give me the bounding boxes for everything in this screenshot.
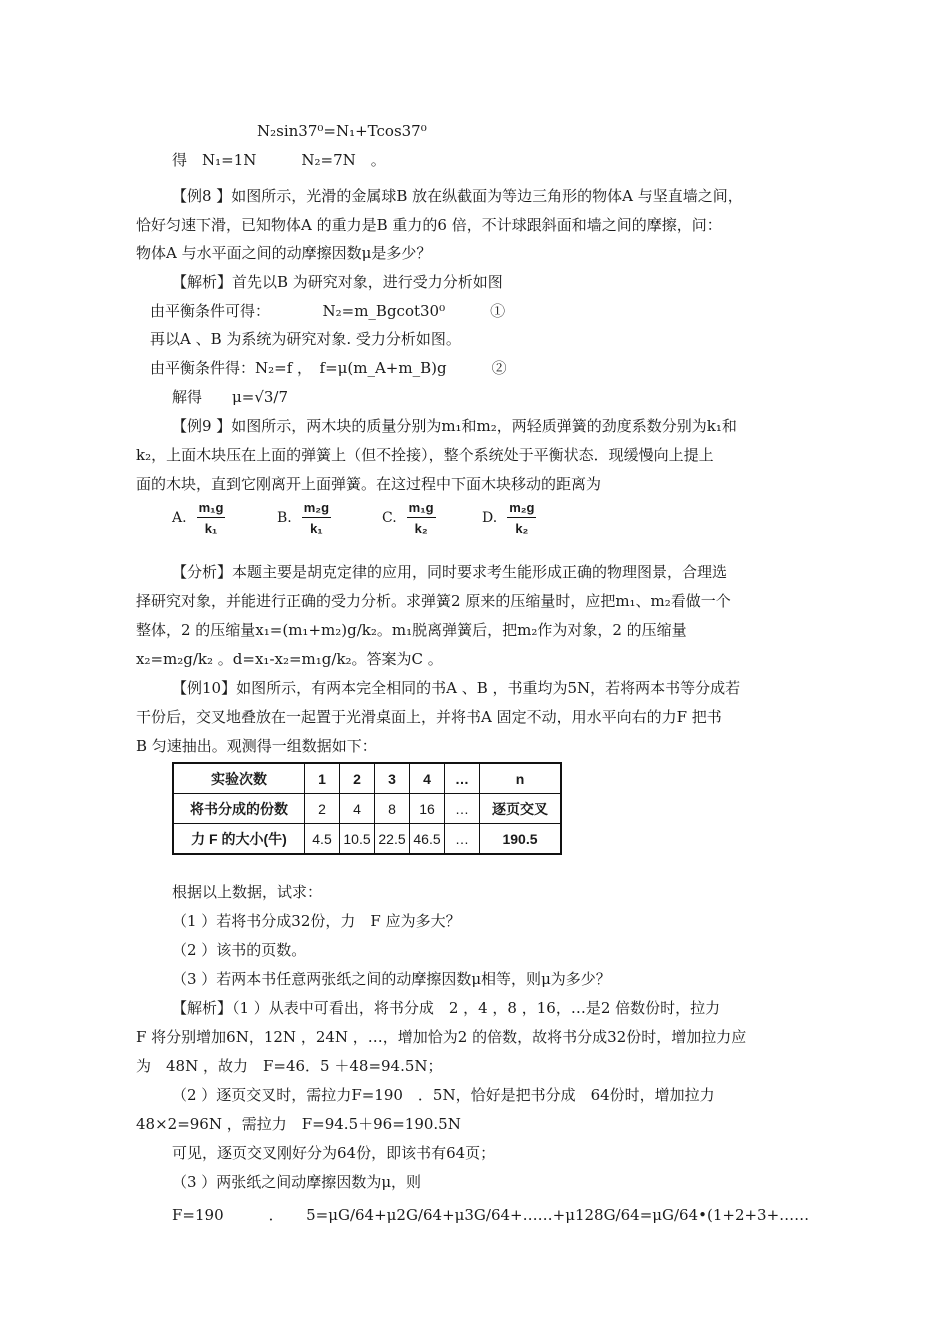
text-line: B 匀速抽出。观测得一组数据如下： — [136, 737, 377, 755]
table-cell: 22.5 — [375, 824, 410, 855]
table-cell: 力 F 的大小(牛) — [173, 824, 305, 855]
table-cell: 1 — [305, 763, 340, 794]
answer-choice — [172, 500, 225, 536]
table-cell: 2 — [340, 763, 375, 794]
fraction-numerator: m₁g — [407, 500, 436, 518]
text-line: 由平衡条件得：N₂=f ， f=μ(m_A+m_B)g ② — [150, 359, 507, 377]
table-cell: 8 — [375, 794, 410, 824]
choice-label: D. — [482, 510, 498, 526]
table-cell: 10.5 — [340, 824, 375, 855]
fraction-numerator: m₁g — [197, 500, 226, 518]
table-cell: … — [445, 824, 480, 855]
text-line: N₂sin37⁰=N₁+Tcos37⁰ — [257, 122, 427, 140]
table-cell: 3 — [375, 763, 410, 794]
table-row — [173, 794, 561, 824]
fraction-numerator: m₂g — [507, 500, 536, 518]
table-cell: 逐页交叉 — [480, 794, 562, 824]
choice-label: A. — [172, 510, 187, 526]
text-line: 【解析】（1 ）从表中可看出，将书分成 2 ，4 ，8 ，16，…是2 倍数份时，拉力 — [172, 999, 721, 1017]
choice-fraction — [197, 500, 226, 536]
table-cell: 实验次数 — [173, 763, 305, 794]
text-line: 干份后，交叉地叠放在一起置于光滑桌面上，并将书A 固定不动，用水平向右的力F 把书 — [136, 708, 722, 726]
text-line: 由平衡条件可得： N₂=m_Bgcot30⁰ ① — [150, 302, 506, 320]
table-cell: 190.5 — [480, 824, 562, 855]
table-cell: 4 — [410, 763, 445, 794]
fraction-denominator: k₁ — [204, 521, 218, 536]
text-line: （1 ）若将书分成32份，力 F 应为多大？ — [172, 912, 461, 930]
table-cell: … — [445, 794, 480, 824]
table-cell: … — [445, 763, 480, 794]
text-line: 【例8 】如图所示，光滑的金属球B 放在纵截面为等边三角形的物体A 与坚直墙之间， — [172, 187, 743, 205]
fraction-numerator: m₂g — [302, 500, 331, 518]
table-cell: 4.5 — [305, 824, 340, 855]
text-line: （2 ）逐页交叉时，需拉力F=190 ．5N，恰好是把书分成 64份时，增加拉力 — [172, 1086, 715, 1104]
text-line: F 将分别增加6N，12N ，24N ，…，增加恰为2 的倍数，故将书分成32份时，增加拉力应 — [136, 1028, 747, 1046]
choice-fraction — [302, 500, 331, 536]
table-cell: 46.5 — [410, 824, 445, 855]
text-line: （2 ）该书的页数。 — [172, 941, 307, 959]
table-cell: 2 — [305, 794, 340, 824]
text-line: 整体，2 的压缩量x₁=(m₁+m₂)g/k₂。m₁脱离弹簧后，把m₂作为对象，2 的压缩量 — [136, 621, 687, 639]
table-cell: 16 — [410, 794, 445, 824]
choice-fraction — [407, 500, 436, 536]
fraction-denominator: k₂ — [515, 521, 529, 536]
answer-choice — [382, 500, 436, 536]
text-line: 物体A 与水平面之间的动摩擦因数μ是多少？ — [136, 244, 432, 262]
table-cell: n — [480, 763, 562, 794]
text-line: 【解析】首先以B 为研究对象，进行受力分析如图 — [172, 273, 503, 291]
text-line: 为 48N ，故力 F=46．5 ＋48=94.5N； — [136, 1057, 443, 1075]
text-line: x₂=m₂g/k₂ 。d=x₁-x₂=m₁g/k₂。答案为C 。 — [136, 650, 443, 668]
choice-label: C. — [382, 510, 397, 526]
text-line: 48×2=96N ，需拉力 F=94.5＋96=190.5N — [136, 1115, 461, 1133]
text-line: 择研究对象，并能进行正确的受力分析。求弹簧2 原来的压缩量时，应把m₁、m₂看做一个 — [136, 592, 731, 610]
table-cell: 将书分成的份数 — [173, 794, 305, 824]
text-line: F=190 ． 5=μG/64+μ2G/64+μ3G/64+……+μ128G/64=μG/64•(1+2+3+…… — [172, 1206, 810, 1224]
table-row — [173, 763, 561, 794]
text-line: 解得 μ=√3/7 — [172, 388, 289, 406]
fraction-denominator: k₂ — [414, 521, 428, 536]
text-line: 【例10】如图所示，有两本完全相同的书A 、B ，书重均为5N，若将两本书等分成若 — [172, 679, 741, 697]
text-line: 再以A 、B 为系统为研究对象. 受力分析如图。 — [150, 330, 461, 348]
text-line: 可见，逐页交叉刚好分为64份，即该书有64页； — [172, 1144, 496, 1162]
table-row — [173, 824, 561, 855]
text-line: （3 ）两张纸之间动摩擦因数为μ，则 — [172, 1173, 422, 1191]
choice-fraction — [507, 500, 536, 536]
table-cell: 4 — [340, 794, 375, 824]
fraction-denominator: k₁ — [310, 521, 323, 536]
text-line: 【例9 】如图所示，两木块的质量分别为m₁和m₂，两轻质弹簧的劲度系数分别为k₁和 — [172, 417, 737, 435]
answer-choice — [277, 500, 331, 536]
text-line: k₂，上面木块压在上面的弹簧上（但不拴接），整个系统处于平衡状态．现缓慢向上提上 — [136, 446, 714, 464]
answer-choice — [482, 500, 536, 536]
experiment-data-table — [172, 762, 562, 855]
text-line: 得 N₁=1N N₂=7N 。 — [172, 151, 386, 169]
text-line: 面的木块，直到它刚离开上面弹簧。在这过程中下面木块移动的距离为 — [136, 475, 602, 493]
choice-label: B. — [277, 510, 292, 526]
text-line: 根据以上数据，试求： — [172, 883, 323, 901]
text-line: 【分析】本题主要是胡克定律的应用，同时要求考生能形成正确的物理图景，合理选 — [172, 563, 728, 581]
text-line: 恰好匀速下滑，已知物体A 的重力是B 重力的6 倍，不计球跟斜面和墙之间的摩擦，问： — [136, 216, 722, 234]
text-line: （3 ）若两本书任意两张纸之间的动摩擦因数μ相等，则μ为多少？ — [172, 970, 611, 988]
